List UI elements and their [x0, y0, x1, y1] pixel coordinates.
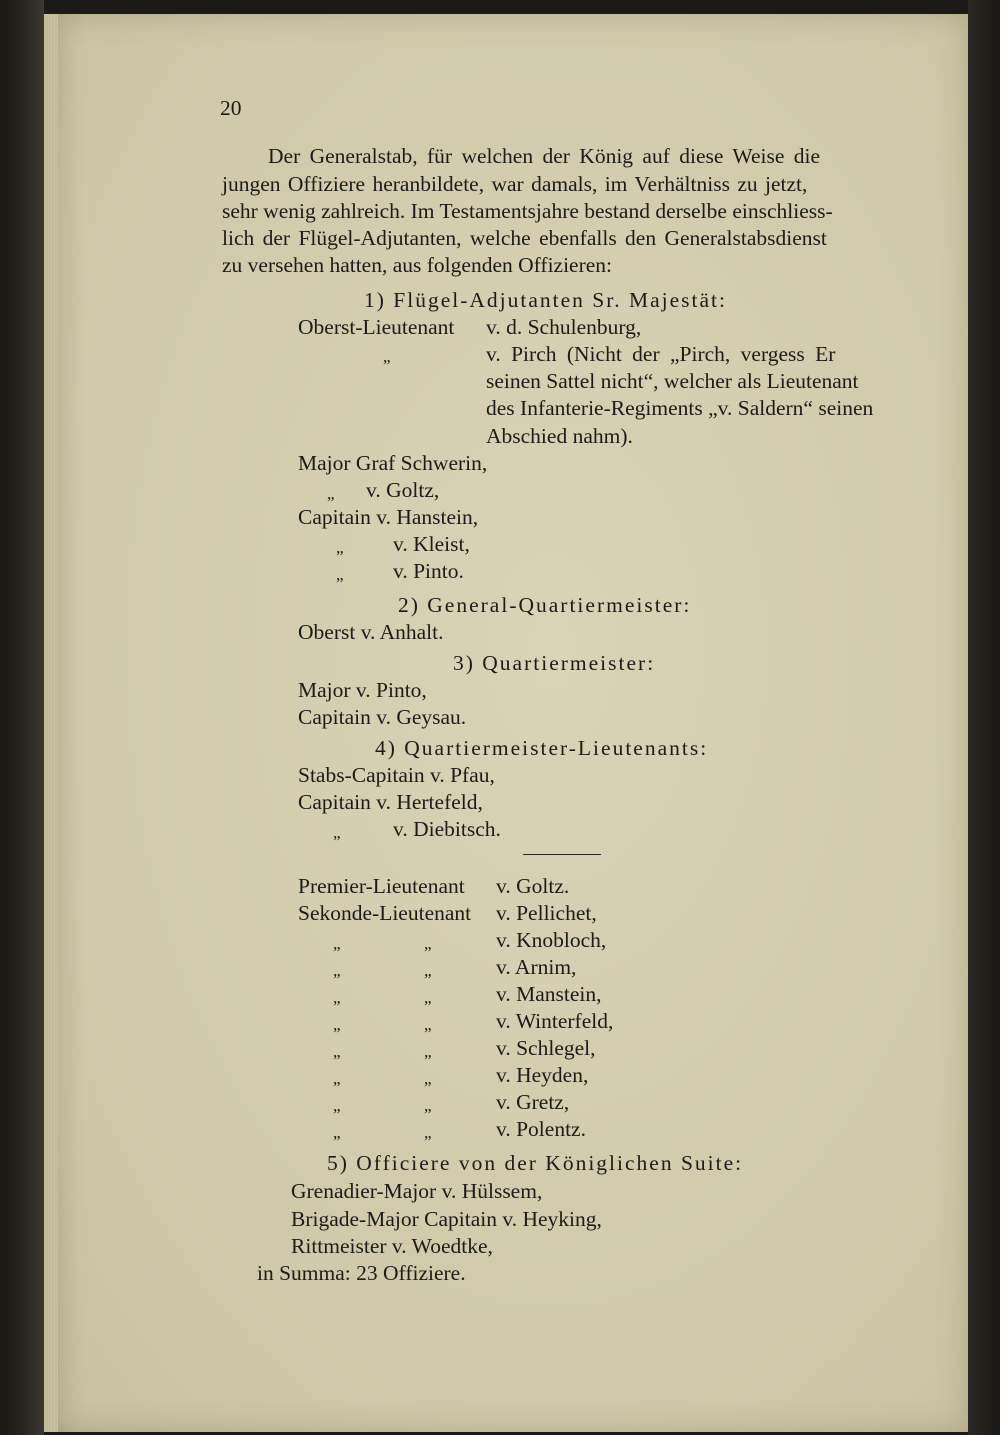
rank-label: Oberst-Lieutenant	[298, 315, 455, 339]
officer-entry: Rittmeister v. Woedtke,	[291, 1234, 493, 1258]
officer-entry: Major v. Pinto,	[298, 678, 427, 702]
scan-border-left	[0, 0, 44, 1435]
ditto-mark: „	[424, 1123, 432, 1142]
officer-name: v. d. Schulenburg,	[486, 315, 642, 339]
ditto-mark: „	[424, 961, 432, 980]
ditto-mark: „	[383, 347, 391, 366]
paragraph-line: lich der Flügel-Adjutanten, welche ebenfalls den Generalstabsdienst	[222, 226, 827, 250]
section-heading-5: 5) Officiere von der Königlichen Suite:	[327, 1151, 744, 1175]
paragraph-line: jungen Offiziere heranbildete, war damals, im Verhältniss zu jetzt,	[222, 172, 808, 196]
officer-name: v. Goltz.	[496, 874, 570, 898]
officer-name: v. Heyden,	[496, 1063, 589, 1087]
officer-entry: Brigade-Major Capitain v. Heyking,	[291, 1207, 602, 1231]
officer-name: v. Manstein,	[496, 982, 602, 1006]
ditto-mark: „	[424, 1069, 432, 1088]
scan-border-right	[968, 0, 1000, 1435]
officer-name: v. Knobloch,	[496, 928, 607, 952]
rank-label: Sekonde-Lieutenant	[298, 901, 472, 925]
officer-name: v. Schlegel,	[496, 1036, 596, 1060]
ditto-mark: „	[333, 988, 341, 1007]
officer-entry: Major Graf Schwerin,	[298, 451, 488, 475]
page-number: 20	[220, 96, 242, 120]
officer-name: v. Arnim,	[496, 955, 577, 979]
summary-total: in Summa: 23 Offiziere.	[257, 1261, 466, 1285]
ditto-mark: „	[336, 538, 344, 557]
ditto-mark: „	[327, 484, 335, 503]
ditto-mark: „	[333, 1123, 341, 1142]
ditto-mark: „	[333, 1042, 341, 1061]
paragraph-line: sehr wenig zahlreich. Im Testamentsjahre bestand derselbe einschliess-	[222, 199, 833, 223]
page-gutter	[44, 14, 58, 1432]
section-heading-4: 4) Quartiermeister-Lieutenants:	[375, 736, 709, 760]
officer-name: v. Gretz,	[496, 1090, 570, 1114]
ditto-mark: „	[424, 934, 432, 953]
section-heading-3: 3) Quartiermeister:	[453, 651, 656, 675]
paragraph-line: Der Generalstab, für welchen der König auf diese Weise die	[268, 144, 821, 168]
officer-name: v. Polentz.	[496, 1117, 586, 1141]
ditto-mark: „	[333, 1096, 341, 1115]
ditto-mark: „	[424, 1015, 432, 1034]
officer-name: v. Goltz,	[366, 478, 440, 502]
ditto-mark: „	[333, 961, 341, 980]
officer-entry: des Infanterie-Regiments „v. Saldern“ seinen	[486, 396, 874, 420]
ditto-mark: „	[424, 1042, 432, 1061]
section-heading-2: 2) General-Quartiermeister:	[398, 593, 692, 617]
officer-entry: Capitain v. Hertefeld,	[298, 790, 483, 814]
ditto-mark: „	[424, 988, 432, 1007]
ditto-mark: „	[333, 1015, 341, 1034]
officer-entry: Capitain v. Hanstein,	[298, 505, 479, 529]
officer-entry: Stabs-Capitain v. Pfau,	[298, 763, 495, 787]
section-divider	[523, 854, 601, 855]
officer-name: v. Winterfeld,	[496, 1009, 614, 1033]
officer-entry: v. Pirch (Nicht der „Pirch, vergess Er	[486, 342, 836, 366]
ditto-mark: „	[424, 1096, 432, 1115]
officer-entry: Grenadier-Major v. Hülssem,	[291, 1179, 543, 1203]
section-heading-1: 1) Flügel-Adjutanten Sr. Majestät:	[364, 288, 727, 312]
officer-name: v. Diebitsch.	[393, 817, 501, 841]
ditto-mark: „	[333, 1069, 341, 1088]
ditto-mark: „	[336, 565, 344, 584]
officer-entry: Abschied nahm).	[486, 424, 633, 448]
paragraph-line: zu versehen hatten, aus folgenden Offizieren:	[222, 253, 613, 277]
officer-entry: Capitain v. Geysau.	[298, 705, 467, 729]
officer-name: v. Pellichet,	[496, 901, 597, 925]
officer-name: v. Pinto.	[393, 559, 464, 583]
rank-label: Premier-Lieutenant	[298, 874, 465, 898]
officer-entry: seinen Sattel nicht“, welcher als Lieutenant	[486, 369, 859, 393]
officer-name: v. Kleist,	[393, 532, 470, 556]
ditto-mark: „	[333, 823, 341, 842]
officer-entry: Oberst v. Anhalt.	[298, 620, 444, 644]
ditto-mark: „	[333, 934, 341, 953]
